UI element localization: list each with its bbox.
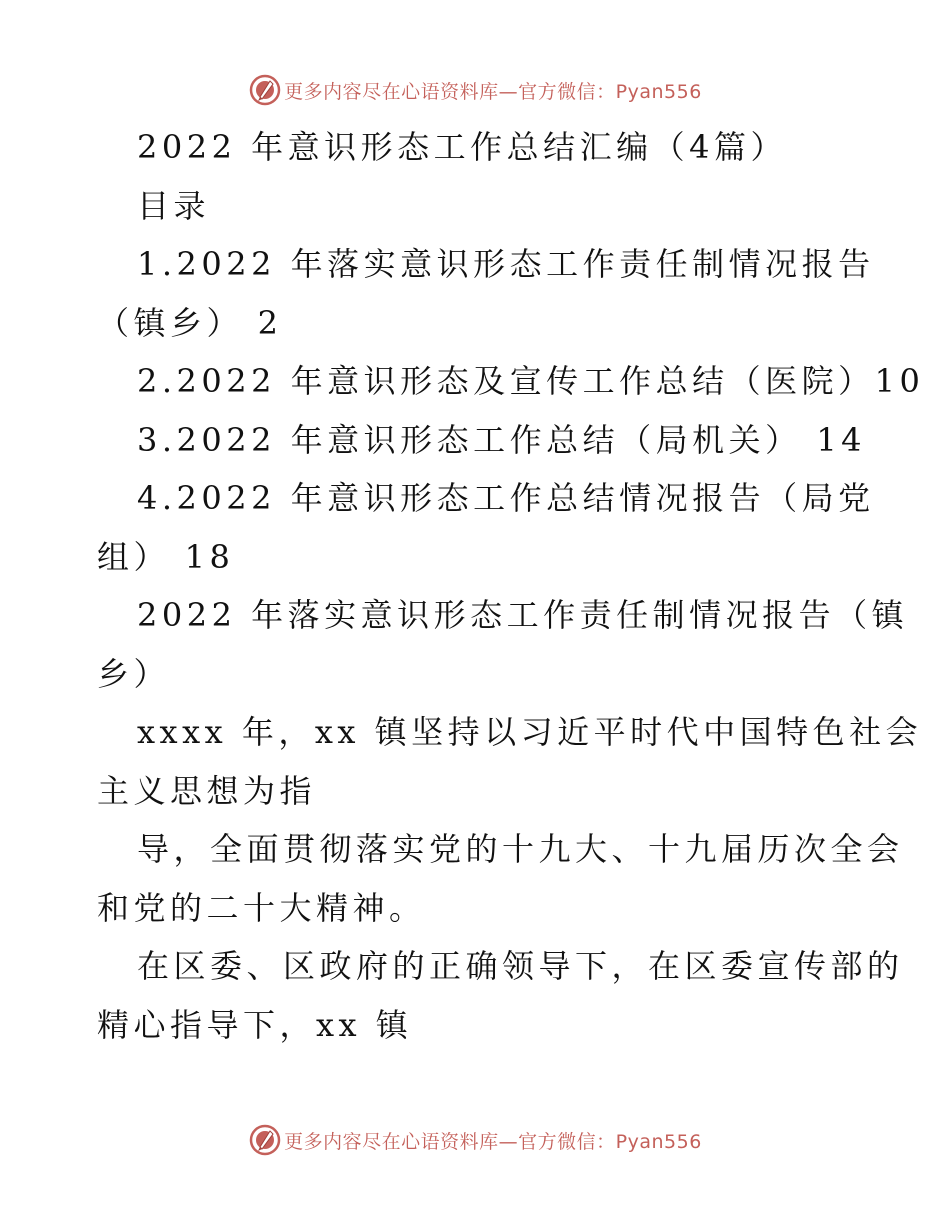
watermark-text: 更多内容尽在心语资料库—官方微信：Pyan556	[284, 80, 702, 103]
toc-item-1: 1.2022 年落实意识形态工作责任制情况报告	[137, 245, 875, 283]
watermark-header	[0, 70, 950, 110]
toc-item-1-cont: （镇乡） 2	[97, 303, 283, 342]
paragraph-line: xxxx 年，xx 镇坚持以习近平时代中国特色社会	[137, 713, 923, 751]
toc-item-4-cont: 组） 18	[97, 537, 235, 576]
toc-heading: 目录	[137, 186, 211, 225]
pen-nib-logo-icon	[248, 73, 282, 107]
paragraph-line: 在区委、区政府的正确领导下，在区委宣传部的	[137, 947, 904, 985]
paragraph-line: 主义思想为指	[97, 771, 317, 810]
section-title: 2022 年落实意识形态工作责任制情况报告（镇	[137, 596, 909, 634]
section-title-cont: 乡）	[97, 654, 171, 693]
document-body	[97, 118, 925, 1054]
paragraph-line: 导，全面贯彻落实党的十九大、十九届历次全会	[137, 830, 904, 868]
toc-item-4: 4.2022 年意识形态工作总结情况报告（局党	[137, 479, 875, 517]
paragraph-line: 和党的二十大精神。	[97, 888, 426, 927]
watermark-footer	[0, 1120, 950, 1160]
paragraph-line: 精心指导下，xx 镇	[97, 1005, 413, 1044]
document-title: 2022 年意识形态工作总结汇编（4篇）	[137, 128, 787, 166]
toc-item-2: 2.2022 年意识形态及宣传工作总结（医院）10	[137, 362, 925, 400]
pen-nib-logo-icon	[248, 1123, 282, 1157]
watermark-text: 更多内容尽在心语资料库—官方微信：Pyan556	[284, 1130, 702, 1153]
toc-item-3: 3.2022 年意识形态工作总结（局机关） 14	[137, 420, 867, 459]
